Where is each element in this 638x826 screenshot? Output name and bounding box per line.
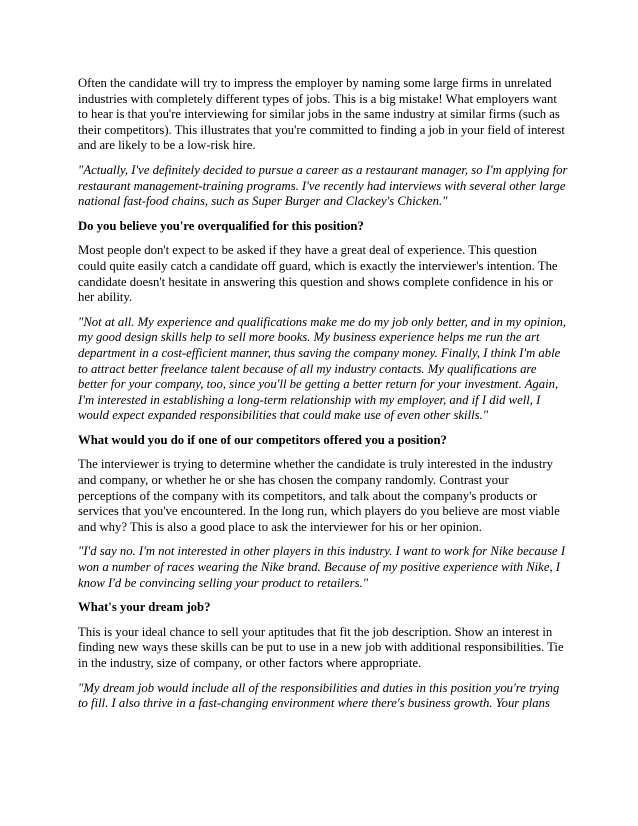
explanation-competitors: The interviewer is trying to determine whether the candidate is truly interested in the industry and company, or whether he or she has chosen the company randomly. Contrast your perceptions of the company with its competitors, and talk about the company's products or services that you've encountered. In the long run, which players do you believe are most viable and why? This is also a good place to ask the interviewer for his or her opinion. (78, 457, 560, 534)
question-competitors: What would you do if one of our competitors offered you a position? (78, 432, 447, 447)
question-overqualified: Do you believe you're overqualified for this position? (78, 218, 364, 233)
sample-answer-competitors: "I'd say no. I'm not interested in other players in this industry. I want to work for Nike because I won a number of races wearing the Nike brand. Because of my positive experience with Nike, I know I'd be convincing selling your product to retailers." (78, 544, 566, 590)
explanation-dream-job: This is your ideal chance to sell your aptitudes that fit the job description. Show an interest in finding new ways these skills can be put to use in a new job with additional responsibilities. Tie in the industry, size of company, or other factors where appropriate. (78, 624, 564, 670)
question-dream-job: What's your dream job? (78, 600, 211, 615)
document-page (78, 76, 568, 721)
sample-answer-restaurant: "Actually, I've definitely decided to pursue a career as a restaurant manager, so I'm applying for restaurant management-training programs. I've recently had interviews with several other large national fast-food chains, such as Super Burger and Clackey's Chicken." (78, 162, 568, 209)
sample-answer-overqualified: "Not at all. My experience and qualifications make me do my job only better, and in my opinion, my good design skills help to sell more books. My business experience helps me run the art department in a cost-efficient manner, thus saving the company money. Finally, I think I'm able to attract better freelance talent because of all my industry contacts. My qualifications are better for your company, too, since you'll be getting a better return for your investment. Again, I'm interested in establishing a long-term relationship with my employer, and if I did well, I would expect expanded responsibilities that could make use of even other skills." (78, 314, 567, 423)
sample-answer-dream-job: "My dream job would include all of the responsibilities and duties in this position you're trying to fill. I also thrive in a fast-changing environment where there's business growth. Your plans (78, 680, 560, 711)
intro-paragraph: Often the candidate will try to impress the employer by naming some large firms in unrelated industries with completely different types of jobs. This is a big mistake! What employers want to hear is that you're interviewing for similar jobs in the same industry at similar firms (such as their competitors). This illustrates that you're committed to finding a job in your field of interest and are likely to be a low-risk hire. (78, 76, 565, 153)
explanation-overqualified: Most people don't expect to be asked if they have a great deal of experience. This question could quite easily catch a candidate off guard, which is exactly the interviewer's intention. The candidate doesn't hesitate in answering this question and shows complete confidence in his or her ability. (78, 243, 558, 305)
